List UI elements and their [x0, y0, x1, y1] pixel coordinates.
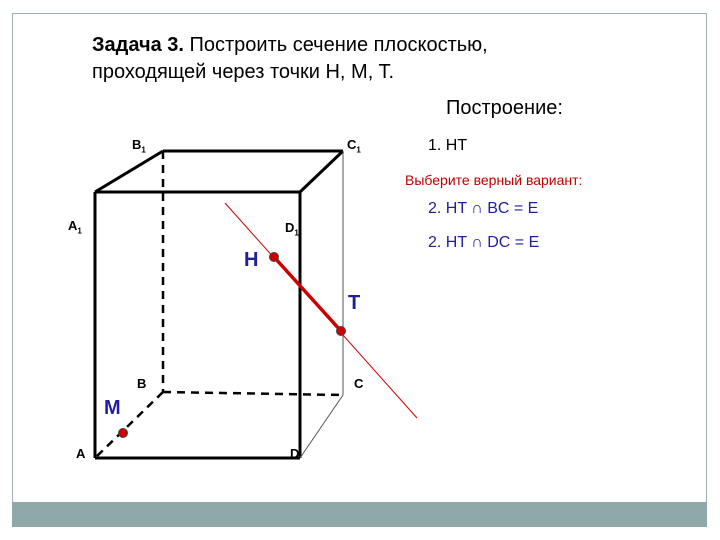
vertex-a1: $A_1$ [68, 218, 82, 236]
step-1: 1. HT [428, 137, 468, 154]
label-h: H [244, 249, 259, 271]
task-line2: проходящей через точки H, M, T. [92, 61, 395, 83]
label-m: M [104, 397, 121, 419]
vertex-b1: $B_1$ [132, 137, 146, 155]
edge-cd [300, 395, 343, 458]
vertex-a: A [76, 446, 86, 461]
edge-bc [163, 392, 343, 395]
vertex-d1: $D_1$ [285, 220, 299, 238]
label-t: T [348, 292, 361, 314]
task-label: Задача 3. [92, 34, 184, 56]
edge-c1d1 [300, 151, 343, 192]
edge-a1b1 [95, 151, 163, 192]
option-ht-bc[interactable]: 2. HT ∩ BC = E [428, 200, 539, 217]
point-h [270, 253, 279, 262]
visible-edges [95, 151, 343, 458]
construction-title: Построение: [446, 97, 563, 119]
option-ht-dc[interactable]: 2. HT ∩ DC = E [428, 234, 540, 251]
thin-edges [300, 151, 343, 458]
point-t [337, 327, 346, 336]
choose-prompt: Выберите верный вариант: [405, 172, 583, 188]
hidden-edges [95, 151, 343, 458]
segment-ht [274, 257, 341, 331]
vertex-d: D [290, 446, 300, 461]
vertex-c1: $C_1$ [347, 137, 361, 155]
point-m [119, 429, 128, 438]
vertex-b: B [137, 376, 147, 391]
vertex-c: C [354, 376, 364, 391]
task-line1: Построить сечение плоскостью, [183, 34, 488, 56]
